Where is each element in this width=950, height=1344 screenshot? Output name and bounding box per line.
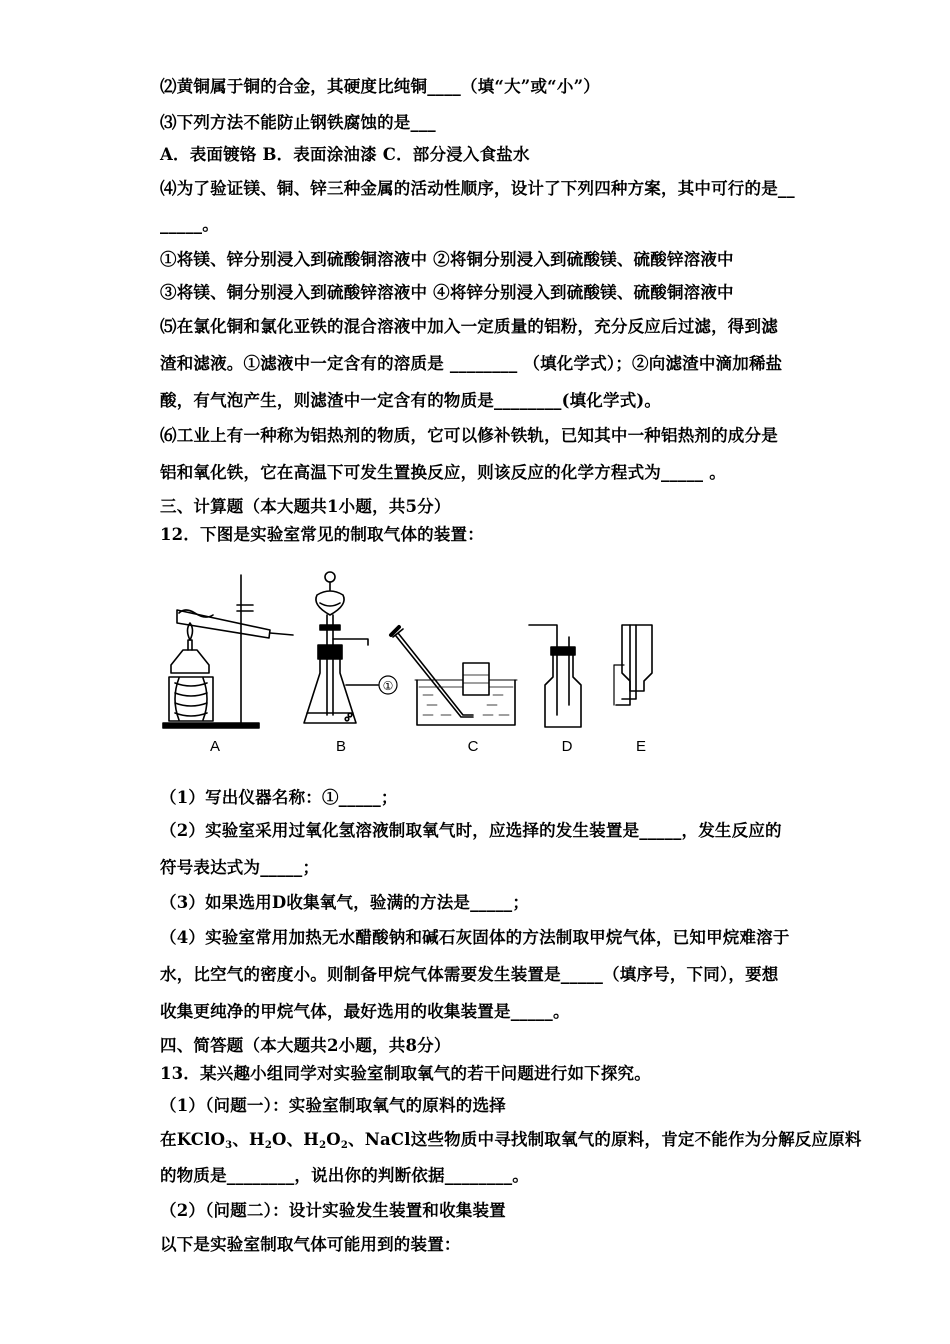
q11-part4-options-3-4: ③将镁、铜分别浸入到硫酸锌溶液中 ④将锌分别浸入到硫酸镁、硫酸铜溶液中 [160,283,734,302]
label-d: D [561,738,573,755]
q12-part1: （1）写出仪器名称：①_____； [160,788,398,807]
apparatus-diagram [155,565,655,765]
q11-part2: ⑵黄铜属于铜的合金，其硬度比纯铜____（填“大”或“小”） [160,77,600,96]
apparatus-figure [155,565,655,765]
q12-part4-line3: 收集更纯净的甲烷气体，最好选用的收集装置是_____。 [160,1002,570,1021]
q11-part4-line2: _____。 [160,215,219,234]
q13-intro: 13．某兴趣小组同学对实验室制取氧气的若干问题进行如下探究。 [160,1064,651,1083]
apparatus-c [391,627,517,725]
label-c: C [467,738,479,755]
apparatus-a [163,575,293,728]
label-marker-1: ① [382,679,394,693]
apparatus-e [614,625,652,705]
q11-part6-line2: 铝和氧化铁，它在高温下可发生置换反应，则该反应的化学方程式为_____ 。 [160,463,726,482]
q11-part3-options: A．表面镀铬 B．表面涂油漆 C．部分浸入食盐水 [160,145,530,164]
q11-part5-line2: 渣和滤液。①滤液中一定含有的溶质是 ________ （填化学式）；②向滤渣中滴加稀盐 [160,354,783,373]
label-e: E [635,738,647,755]
q12-intro: 12．下图是实验室常见的制取气体的装置： [160,525,484,544]
section-3-heading: 三、计算题（本大题共1小题，共5分） [160,497,451,516]
q11-part4-options-1-2: ①将镁、锌分别浸入到硫酸铜溶液中 ②将铜分别浸入到硫酸镁、硫酸锌溶液中 [160,250,734,269]
q13-part1-title: （1）（问题一）：实验室制取氧气的原料的选择 [160,1096,506,1115]
q11-part3: ⑶下列方法不能防止钢铁腐蚀的是___ [160,113,436,132]
label-a: A [209,738,221,755]
q12-part2-line2: 符号表达式为_____； [160,858,320,877]
q13-part1-line2: 的物质是________，说出你的判断依据________。 [160,1166,529,1185]
q11-part6-line1: ⑹工业上有一种称为铝热剂的物质，它可以修补铁轨，已知其中一种铝热剂的成分是 [160,426,778,445]
apparatus-b [304,572,397,723]
q12-part2-line1: （2）实验室采用过氧化氢溶液制取氧气时，应选择的发生装置是_____，发生反应的 [160,821,782,840]
q12-part3: （3）如果选用D收集氧气，验满的方法是_____； [160,893,530,912]
q11-part5-line1: ⑸在氯化铜和氯化亚铁的混合溶液中加入一定质量的铝粉，充分反应后过滤，得到滤 [160,317,778,336]
q12-part4-line2: 水，比空气的密度小。则制备甲烷气体需要发生装置是_____（填序号，下同），要想 [160,965,779,984]
label-b: B [335,738,347,755]
q11-part4-line1: ⑷为了验证镁、铜、锌三种金属的活动性顺序，设计了下列四种方案，其中可行的是__ [160,179,795,198]
section-4-heading: 四、简答题（本大题共2小题，共8分） [160,1036,451,1055]
q11-part5-line3: 酸，有气泡产生，则滤渣中一定含有的物质是________(填化学式)。 [160,391,662,410]
q13-part1-line1: 在KClO$_3$、$H_2O$、$H_2O_2$、NaCl这些物质中寻找制取氧气的原料，肯定不能作为分解反应原料 [160,1130,862,1151]
q12-part4-line1: （4）实验室常用加热无水醋酸钠和碱石灰固体的方法制取甲烷气体，已知甲烷难溶于 [160,928,790,947]
apparatus-d [529,625,581,727]
q13-part2-title: （2）（问题二）：设计实验发生装置和收集装置 [160,1201,506,1220]
q13-part2-line: 以下是实验室制取气体可能用到的装置： [160,1235,461,1254]
